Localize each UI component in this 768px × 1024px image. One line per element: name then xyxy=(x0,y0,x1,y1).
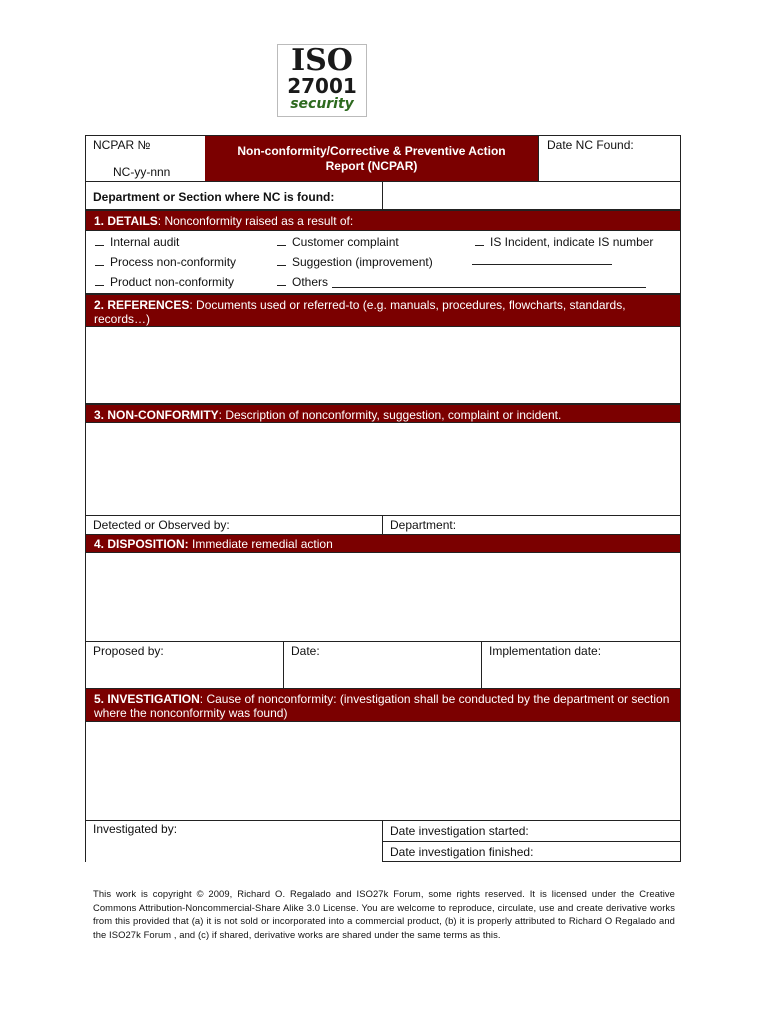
department-label: Department or Section where NC is found: xyxy=(93,190,335,204)
option-suggestion[interactable] xyxy=(277,255,433,269)
divider xyxy=(382,181,383,210)
investigation-number: 5. INVESTIGATION xyxy=(94,692,200,706)
details-header xyxy=(85,210,681,231)
option-label: Internal audit xyxy=(110,235,180,249)
references-text: : Documents used or referred-to (e.g. manuals, procedures, flowcharts, standards, records…) xyxy=(94,298,626,326)
option-label: Customer complaint xyxy=(292,235,399,249)
ncpar-label: NCPAR № xyxy=(93,138,151,152)
investigation-finished-label: Date investigation finished: xyxy=(390,845,534,859)
nc-department-label: Department: xyxy=(390,518,457,532)
detected-label: Detected or Observed by: xyxy=(93,518,230,532)
iso27001-logo xyxy=(277,44,367,117)
border-left xyxy=(85,820,86,862)
details-number: 1. DETAILS xyxy=(94,214,158,228)
investigation-text: : Cause of nonconformity: (investigation shall be conducted by the department or section where the nonconformity was found) xyxy=(94,692,670,720)
nonconformity-body[interactable] xyxy=(85,422,681,516)
date-label: Date: xyxy=(291,644,320,658)
proposed-label: Proposed by: xyxy=(93,644,164,658)
divider xyxy=(382,861,681,862)
option-label: Others xyxy=(292,275,329,289)
checkbox-icon[interactable] xyxy=(277,279,286,286)
option-label: Suggestion (improvement) xyxy=(292,255,433,269)
investigation-started-label: Date investigation started: xyxy=(390,824,529,838)
nonconformity-text: : Description of nonconformity, suggestion, complaint or incident. xyxy=(218,408,562,422)
option-process-nonconformity[interactable] xyxy=(95,255,236,269)
nonconformity-number: 3. NON-CONFORMITY xyxy=(94,408,219,422)
nonconformity-header xyxy=(85,404,681,423)
references-number: 2. REFERENCES xyxy=(94,298,190,312)
logo-line1: ISO xyxy=(291,43,353,78)
option-label: Process non-conformity xyxy=(110,255,237,269)
option-others[interactable] xyxy=(277,275,328,289)
implementation-date-label: Implementation date: xyxy=(489,644,602,658)
department-input[interactable] xyxy=(384,183,679,208)
form-title xyxy=(205,136,538,181)
divider xyxy=(283,641,284,689)
disposition-body[interactable] xyxy=(85,552,681,642)
checkbox-icon[interactable] xyxy=(475,239,484,246)
form-title-text: Non-conformity/Corrective & Preventive Action Report (NCPAR) xyxy=(237,143,506,173)
is-number-line[interactable] xyxy=(472,264,612,265)
checkbox-icon[interactable] xyxy=(277,259,286,266)
ncpar-value[interactable]: NC-yy-nnn xyxy=(113,165,171,179)
references-body[interactable] xyxy=(85,326,681,404)
checkbox-icon[interactable] xyxy=(277,239,286,246)
checkbox-icon[interactable] xyxy=(95,239,104,246)
disposition-text: Immediate remedial action xyxy=(188,537,333,551)
option-label: IS Incident, indicate IS number xyxy=(490,235,654,249)
investigation-header xyxy=(85,688,681,722)
logo-line3: security xyxy=(290,96,354,112)
copyright-notice: This work is copyright © 2009, Richard O. Regalado and ISO27k Forum, some rights reserved. It is licensed under the Creative Commons Attribution-Noncommercial-Share Alike 3.0 License. You are welcome to reproduce, circulate, use and create derivative works from this provided that (a) it is not sold or incorporated into a commercial product, (b) it is properly attributed to Richard O Regalado and the ISO27k Forum , and (c) if shared, derivative works are shared under the same terms as this. xyxy=(93,888,675,940)
disposition-header xyxy=(85,534,681,553)
option-is-incident[interactable] xyxy=(475,235,653,249)
option-product-nonconformity[interactable] xyxy=(95,275,234,289)
investigation-body[interactable] xyxy=(85,721,681,821)
checkbox-icon[interactable] xyxy=(95,279,104,286)
details-text: : Nonconformity raised as a result of: xyxy=(157,214,354,228)
others-line[interactable] xyxy=(332,287,646,288)
checkbox-icon[interactable] xyxy=(95,259,104,266)
date-found-label: Date NC Found: xyxy=(547,138,634,152)
divider xyxy=(382,841,681,842)
option-internal-audit[interactable] xyxy=(95,235,179,249)
option-customer-complaint[interactable] xyxy=(277,235,399,249)
divider xyxy=(382,515,383,535)
investigated-by-label: Investigated by: xyxy=(93,822,178,836)
option-label: Product non-conformity xyxy=(110,275,235,289)
divider xyxy=(538,135,539,182)
divider xyxy=(481,641,482,689)
disposition-number: 4. DISPOSITION: xyxy=(94,537,189,551)
references-header xyxy=(85,294,681,327)
logo-line2: 27001 xyxy=(287,74,357,98)
